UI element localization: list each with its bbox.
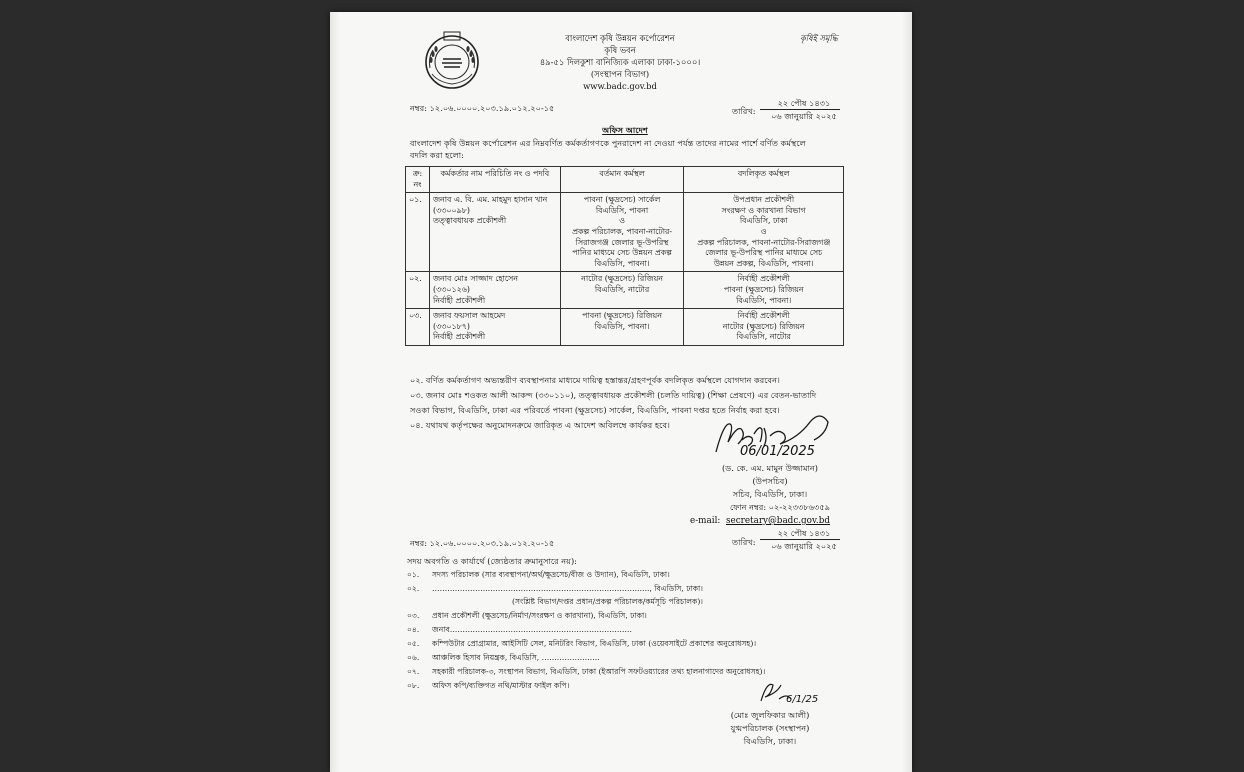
table-row — [406, 309, 844, 346]
copy-date-label: তারিখ: — [732, 537, 756, 547]
current-line: বিএডিসি, নাটোর — [594, 284, 650, 294]
current-line: প্রকল্প পরিচালক, পাবনা-নাটোর- — [572, 226, 672, 236]
paragraph-3-line-2: সওকা বিভাগ, বিএডিসি, ঢাকা এর পরিবর্তে পাবনা (ক্ষুদ্রসেচ) সার্কেল, বিএডিসি, পাবনা দপ্তর হতে নির্বাহ করা হবে। — [410, 405, 780, 415]
date-label: তারিখ: — [732, 106, 756, 116]
cell-transferred — [684, 309, 844, 346]
table-row — [406, 193, 844, 272]
slogan: কৃষিই সমৃদ্ধি — [800, 33, 838, 43]
copy-heading: সদয় অবগতি ও কার্যার্থে (জ্যেষ্ঠতার ক্রমানুসারে নয়): — [407, 556, 577, 566]
copy-item-text: ………………………………………………………………………….., বিএডিসি, ঢাকা। — [432, 584, 703, 593]
cell-serial: ০১. — [406, 193, 430, 272]
copy-date-english: ০৬ জানুয়ারি ২০২৫ — [771, 541, 837, 551]
transferred-line: নাটোর (ক্ষুদ্রসেচ) রিজিয়ন — [722, 321, 805, 331]
email-link[interactable]: secretary@badc.gov.bd — [726, 516, 830, 526]
cell-name — [429, 272, 560, 309]
memo-number: নম্বর: ১২.০৬.০০০০.২০৩.১৯.০১২.২০-১৫ — [410, 103, 555, 113]
transferred-line: জেলার ভূ-উপরিস্থ পানির মাধ্যমে সেচ — [705, 248, 823, 258]
officer-id: (৩৩০০৯৮) — [432, 205, 470, 215]
current-line: নাটোর (ক্ষুদ্রসেচ) রিজিয়ন — [581, 274, 663, 284]
paragraph-3-line-1: ০৩. জনাব মোঃ শওকত আলী আকন্দ (৩৩০১১০), তত্ত্বাবধায়ক প্রকৌশলী (চলতি দায়িত্ব) (শিক্ষা প্রেষণে) এর বেতন-ভাতাদি — [410, 390, 817, 400]
transfer-table — [405, 166, 844, 346]
signatory1-designation: (উপসচিব) — [752, 476, 788, 486]
signatory2-name: (মোঃ জুলফিকার আলী) — [730, 710, 810, 720]
letterhead — [530, 32, 710, 92]
copy-item-no: ০৮. — [407, 681, 420, 690]
copy-item-no: ০৪. — [407, 625, 420, 634]
signatory1-office: সচিব, বিএডিসি, ঢাকা। — [732, 489, 808, 499]
date-bangla: ২২ পৌষ ১৪৩১ — [777, 98, 831, 108]
copy-item-no: ০৩. — [407, 611, 420, 620]
date-english: ০৬ জানুয়ারি ২০২৫ — [771, 111, 837, 121]
officer-designation: তত্ত্বাবধায়ক প্রকৌশলী — [432, 216, 507, 226]
col-header-transferred: বদলিকৃত কর্মস্থল — [684, 167, 844, 193]
intro-line-2: বদলি করা হলো: — [410, 150, 464, 160]
officer-designation: নির্বাহী প্রকৌশলী — [432, 295, 486, 305]
copy-item-text: কম্পিউটার প্রোগ্রামার, আইসিটি সেল, মনিটরিং বিভাগ, বিএডিসি, ঢাকা (ওয়েবসাইটে প্রকাশের অনুরোধসহ)। — [432, 639, 757, 648]
current-line: বিএডিসি, পাবনা। — [594, 321, 650, 331]
website-link[interactable]: www.badc.gov.bd — [583, 81, 657, 91]
cell-serial: ০৩. — [406, 309, 430, 346]
signatory2-designation: যুগ্মপরিচালক (সংস্থাপন) — [730, 723, 810, 733]
copy-item-no: ০৭. — [407, 667, 420, 676]
copy-item-no: ০৫. — [407, 639, 420, 648]
document-page — [330, 12, 912, 772]
department-name: (সংস্থাপন বিভাগ) — [590, 69, 650, 79]
copy-item-text: আঞ্চলিক হিসাব নিয়ন্ত্রক, বিএডিসি, ………………….. — [432, 653, 600, 662]
order-title: অফিস আদেশ — [602, 125, 648, 135]
copy-memo-number: নম্বর: ১২.০৬.০০০০.২০৩.১৯.০১২.২০-১৫ — [410, 538, 555, 548]
col-header-name: কর্মকর্তার নাম পরিচিতি নং ও পদবি — [429, 167, 560, 193]
officer-id: (৩৩০১২৬) — [432, 284, 470, 294]
signatory1-name: (ড. কে. এম. মামুন উজ্জামান) — [722, 463, 818, 473]
table-header-row — [406, 167, 844, 193]
col-header-current: বর্তমান কর্মস্থল — [560, 167, 684, 193]
col-header-serial: ক্র: নং — [406, 167, 430, 193]
copy-item-no: ০৬. — [407, 653, 420, 662]
cell-current — [560, 309, 684, 346]
cell-transferred — [684, 193, 844, 272]
badc-logo-icon — [422, 30, 482, 90]
officer-name: জনাব ফয়সাল আহমেদ — [432, 311, 506, 321]
signature-date-1: 06/01/2025 — [740, 444, 815, 459]
copy-item-text: (সংশ্লিষ্ট বিভাগ/দপ্তর প্রধান/প্রকল্প পরিচালক/কর্মসূচি পরিচালক)। — [512, 597, 704, 606]
transferred-line: বিএডিসি, নাটোর — [736, 332, 791, 342]
org-name: বাংলাদেশ কৃষি উন্নয়ন কর্পোরেশন — [565, 33, 675, 43]
cell-name — [429, 309, 560, 346]
cell-name — [429, 193, 560, 272]
paragraph-4: ০৪. যথাযথ কর্তৃপক্ষের অনুমোদনক্রমে জারিকৃত এ আদেশ অবিলম্বে কার্যকর হবে। — [410, 420, 670, 430]
current-line: বিএডিসি, পাবনা। — [594, 258, 650, 268]
officer-id: (৩৩০১৮৭) — [432, 321, 470, 331]
current-line: বিএডিসি, পাবনা — [595, 205, 649, 215]
intro-line-1: বাংলাদেশ কৃষি উন্নয়ন কর্পোরেশন এর নিম্নবর্ণিত কর্মকর্তাগণকে পুনরাদেশ না দেওয়া পর্যন্ত তাদের নামের পার্শে বর্ণিত কর্মস্থলে — [410, 138, 806, 148]
current-line: ও — [619, 216, 625, 226]
signatory1-phone: ফোন নম্বর: ০২-২২৩৩৮৬৩৫৯ — [729, 502, 831, 512]
signature-date-2: 6/1/25 — [786, 694, 819, 705]
current-line: সিরাজগঞ্জ জেলার ভূ-উপরিস্থ — [575, 237, 669, 247]
current-line: পানির মাধ্যমে সেচ উন্নয়ন প্রকল্প — [572, 248, 672, 258]
copy-item-text: সদস্য পরিচালক (সার ব্যবস্থাপনা/অর্থ/ক্ষুদ্রসেচ/বীজ ও উদ্যান), বিএডিসি, ঢাকা। — [432, 570, 670, 579]
current-line: পাবনা (ক্ষুদ্রসেচ) সার্কেল — [583, 195, 661, 205]
transferred-line: সংরক্ষণ ও কারখানা বিভাগ — [721, 205, 806, 215]
current-line: পাবনা (ক্ষুদ্রসেচ) রিজিয়ন — [582, 311, 662, 321]
transferred-line: বিএডিসি, পাবনা। — [736, 295, 792, 305]
transferred-line: নির্বাহী প্রকৌশলী — [737, 311, 790, 321]
email-label: e-mail: — [690, 516, 721, 526]
paragraph-2: ০২. বর্ণিত কর্মকর্তাগণ অভ্যন্তরীণ ব্যবস্থাপনার মাধ্যমে দায়িত্ব হস্তান্তর/গ্রহণপূর্বক বদলিকৃত কর্মস্থলে যোগদান করবেন। — [410, 375, 780, 385]
copy-date-bangla: ২২ পৌষ ১৪৩১ — [777, 528, 831, 538]
officer-name: জনাব এ. বি. এম. মাহমুদ হাসান খান — [432, 195, 548, 205]
copy-item-no: ০২. — [407, 584, 420, 593]
signatory2-office: বিএডিসি, ঢাকা। — [743, 736, 797, 746]
copy-item-text: প্রধান প্রকৌশলী (ক্ষুদ্রসেচ/নির্মাণ/সংরক্ষণ ও কারখানা), বিএডিসি, ঢাকা। — [432, 611, 647, 620]
copy-item-text: অফিস কপি/ব্যক্তিগত নথি/মাস্টার ফাইল কপি। — [432, 681, 570, 690]
transferred-line: নির্বাহী প্রকৌশলী — [737, 274, 790, 284]
cell-transferred — [684, 272, 844, 309]
officer-name: জনাব মোঃ সাজ্জাদ হোসেন — [432, 274, 518, 284]
officer-designation: নির্বাহী প্রকৌশলী — [432, 332, 486, 342]
table-row — [406, 272, 844, 309]
org-address: ৪৯-৫১ দিলকুশা বানিজ্যিক এলাকা ঢাকা-১০০০। — [539, 57, 701, 67]
transferred-line: উপপ্রধান প্রকৌশলী — [733, 195, 795, 205]
copy-item-no: ০১. — [407, 570, 420, 579]
transferred-line: প্রকল্প পরিচালক, পাবনা-নাটোর-সিরাজগঞ্জ — [697, 237, 831, 247]
transferred-line: উন্নয়ন প্রকল্প, বিএডিসি, পাবনা। — [713, 258, 814, 268]
cell-current — [560, 193, 684, 272]
copy-item-text: সহকারী পরিচালক-৩, সংস্থাপন বিভাগ, বিএডিসি, ঢাকা (ইআরপি সফটওয়্যারের তথ্য হালনাগাদের অনুরোধসহ)। — [432, 667, 766, 676]
copy-item-text: জনাব……………………………………………………………… — [432, 625, 633, 634]
transferred-line: পাবনা (ক্ষুদ্রসেচ) রিজিয়ন — [723, 284, 804, 294]
building-name: কৃষি ভবন — [604, 45, 636, 55]
transferred-line: ও — [760, 226, 767, 236]
cell-current — [560, 272, 684, 309]
transferred-line: বিএডিসি, ঢাকা — [739, 216, 788, 226]
cell-serial: ০২. — [406, 272, 430, 309]
